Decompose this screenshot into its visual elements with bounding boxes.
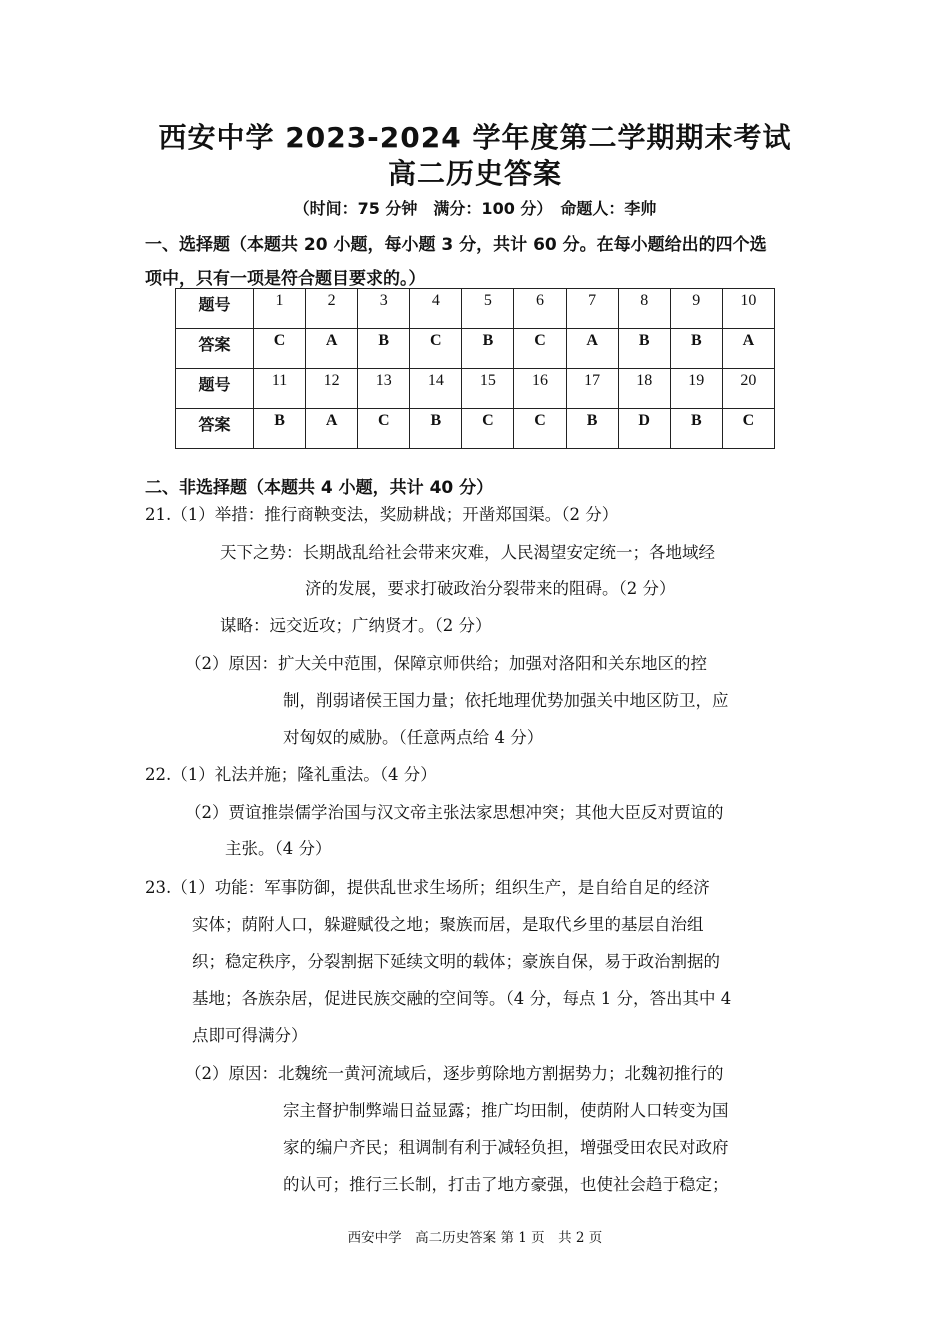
q22-line: 主张。（4 分） — [225, 839, 332, 858]
table-cell: B — [358, 329, 410, 369]
row-label: 答案 — [176, 329, 254, 369]
table-cell: B — [254, 409, 306, 449]
table-cell: 14 — [410, 369, 462, 409]
page-footer: 西安中学 高二历史答案 第 1 页 共 2 页 — [347, 1230, 603, 1246]
table-cell: A — [722, 329, 774, 369]
q23-line: 23.（1）功能：军事防御，提供乱世求生场所；组织生产，是自给自足的经济 — [145, 878, 710, 897]
table-cell: A — [306, 329, 358, 369]
table-cell: 18 — [618, 369, 670, 409]
page-title: 西安中学 2023-2024 学年度第二学期期末考试 — [158, 121, 792, 154]
table-cell: 10 — [722, 289, 774, 329]
section-heading-line: 一、选择题（本题共 20 小题，每小题 3 分，共计 60 分。在每小题给出的四个选 — [145, 235, 767, 255]
table-cell: B — [566, 409, 618, 449]
table-cell: 3 — [358, 289, 410, 329]
table-cell: 4 — [410, 289, 462, 329]
exam-info: （时间：75 分钟 满分：100 分） 命题人：李帅 — [293, 199, 657, 218]
q23-line: 基地；各族杂居，促进民族交融的空间等。（4 分，每点 1 分，答出其中 4 — [192, 989, 732, 1008]
table-cell: C — [462, 409, 514, 449]
table-cell: 7 — [566, 289, 618, 329]
q23-line: 家的编户齐民；租调制有利于减轻负担，增强受田农民对政府 — [283, 1138, 729, 1157]
answer-table — [175, 288, 775, 449]
row-label: 题号 — [176, 369, 254, 409]
q23-line: 织；稳定秩序，分裂割据下延续文明的载体；豪族自保，易于政治割据的 — [192, 952, 720, 971]
q22-line: 22.（1）礼法并施；隆礼重法。（4 分） — [145, 765, 437, 784]
table-cell: 19 — [670, 369, 722, 409]
table-cell: A — [566, 329, 618, 369]
table-cell: D — [618, 409, 670, 449]
section-open-questions-heading: 二、非选择题（本题共 4 小题，共计 40 分） — [145, 478, 494, 498]
q21-line: 制，削弱诸侯王国力量；依托地理优势加强关中地区防卫，应 — [283, 691, 729, 710]
q21-line: 天下之势：长期战乱给社会带来灾难，人民渴望安定统一；各地域经 — [220, 543, 715, 562]
table-cell: B — [670, 329, 722, 369]
table-cell: B — [618, 329, 670, 369]
table-cell: B — [670, 409, 722, 449]
table-cell: B — [410, 409, 462, 449]
row-label: 答案 — [176, 409, 254, 449]
table-row — [176, 409, 775, 449]
q23-line: 的认可；推行三长制，打击了地方豪强，也使社会趋于稳定； — [283, 1175, 729, 1194]
section-multiple-choice-heading — [145, 228, 815, 296]
table-cell: C — [358, 409, 410, 449]
q22-line: （2）贾谊推崇儒学治国与汉文帝主张法家思想冲突；其他大臣反对贾谊的 — [185, 803, 724, 822]
table-cell: A — [306, 409, 358, 449]
table-cell: 15 — [462, 369, 514, 409]
table-cell: 12 — [306, 369, 358, 409]
table-cell: 16 — [514, 369, 566, 409]
table-cell: 9 — [670, 289, 722, 329]
table-cell: 17 — [566, 369, 618, 409]
table-row — [176, 329, 775, 369]
section-heading-line: 项中，只有一项是符合题目要求的。） — [145, 269, 426, 289]
table-cell: 6 — [514, 289, 566, 329]
page-subtitle-title: 高二历史答案 — [387, 157, 562, 190]
table-cell: C — [254, 329, 306, 369]
q21-line: 21.（1）举措：推行商鞅变法，奖励耕战；开凿郑国渠。（2 分） — [145, 505, 619, 524]
table-cell: 2 — [306, 289, 358, 329]
q21-line: （2）原因：扩大关中范围，保障京师供给；加强对洛阳和关东地区的控 — [185, 654, 707, 673]
table-cell: 13 — [358, 369, 410, 409]
q23-line: 宗主督护制弊端日益显露；推广均田制，使荫附人口转变为国 — [283, 1101, 729, 1120]
table-cell: C — [722, 409, 774, 449]
table-cell: C — [514, 409, 566, 449]
table-row — [176, 369, 775, 409]
table-cell: 5 — [462, 289, 514, 329]
table-cell: 8 — [618, 289, 670, 329]
q23-line: 实体；荫附人口，躲避赋役之地；聚族而居，是取代乡里的基层自治组 — [192, 915, 704, 934]
row-label: 题号 — [176, 289, 254, 329]
q23-line: 点即可得满分） — [192, 1026, 308, 1045]
q21-line: 对匈奴的威胁。（任意两点给 4 分） — [283, 728, 544, 747]
table-row — [176, 289, 775, 329]
table-cell: 20 — [722, 369, 774, 409]
table-cell: C — [514, 329, 566, 369]
table-cell: 11 — [254, 369, 306, 409]
table-cell: 1 — [254, 289, 306, 329]
q21-line: 济的发展，要求打破政治分裂带来的阻碍。（2 分） — [305, 579, 676, 598]
q23-line: （2）原因：北魏统一黄河流域后，逐步剪除地方割据势力；北魏初推行的 — [185, 1064, 724, 1083]
q21-line: 谋略：远交近攻；广纳贤才。（2 分） — [220, 616, 492, 635]
table-cell: B — [462, 329, 514, 369]
table-cell: C — [410, 329, 462, 369]
